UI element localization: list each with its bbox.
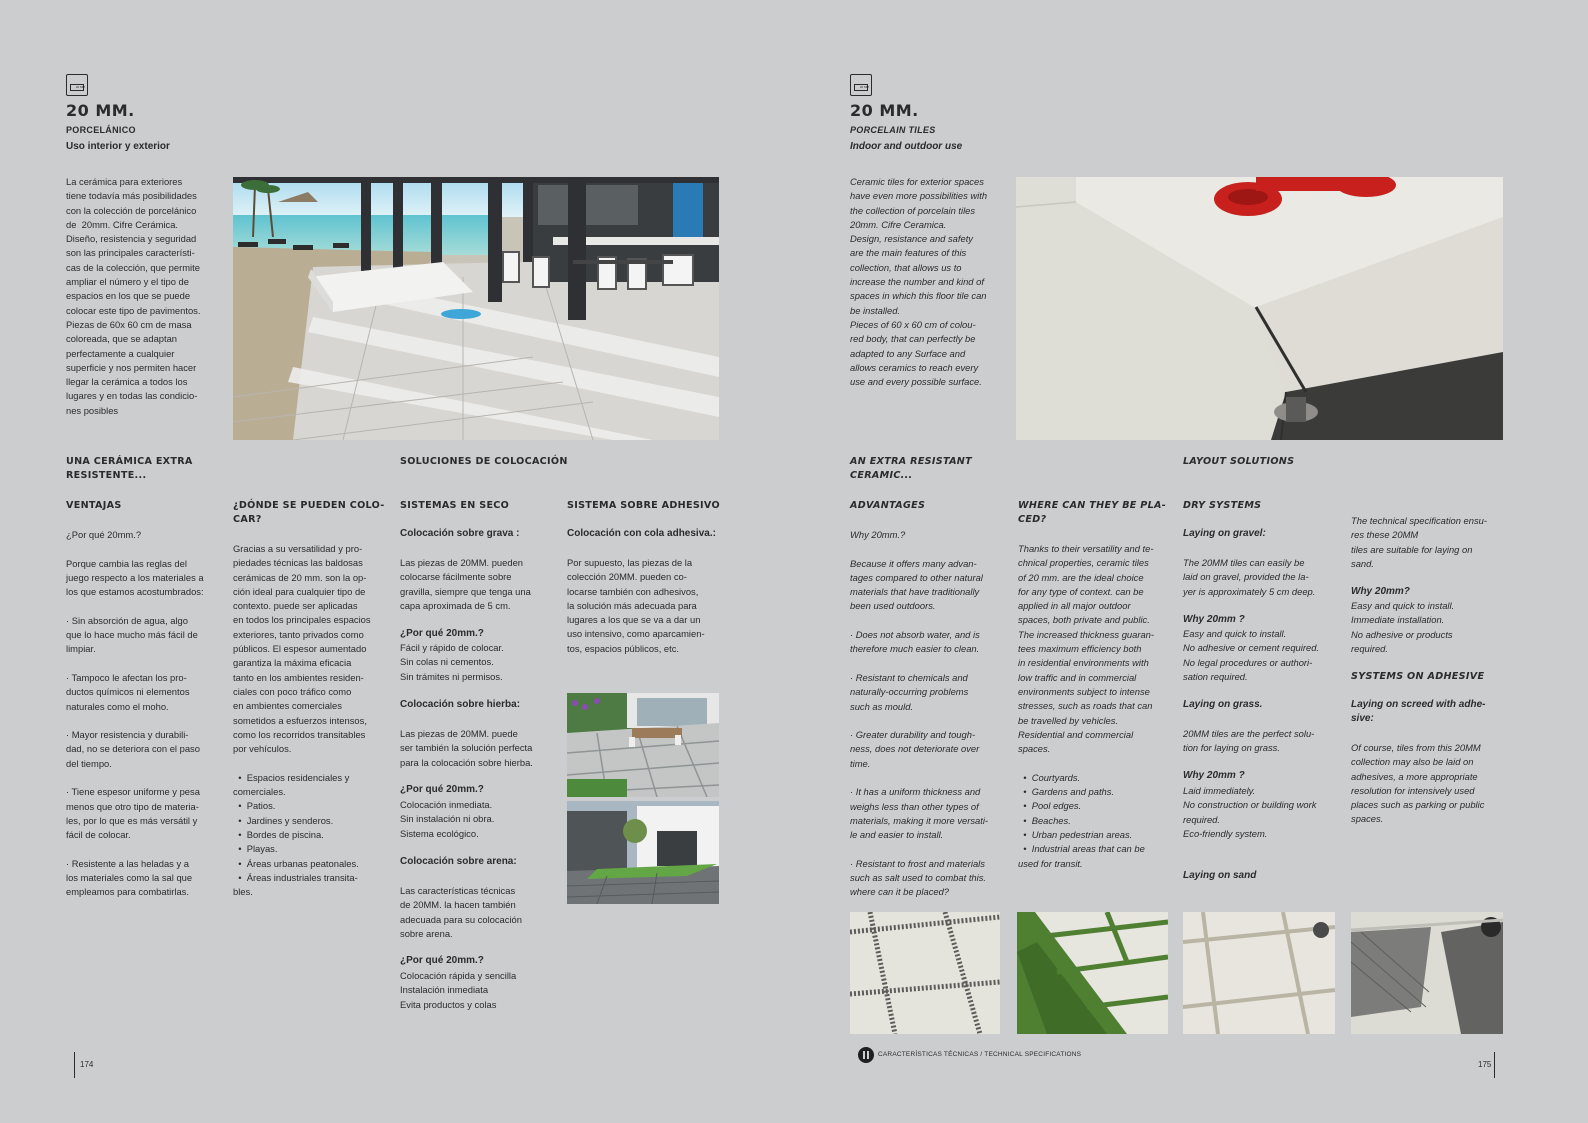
sand-text-left: Las características técnicas de 20MM. la hacen también adecuada para su colocación sobre arena. [400, 885, 522, 939]
gravel-text-right: The 20MM tiles can easily be laid on gravel, provided the la- yer is approximately 5 cm deep. [1183, 557, 1316, 597]
adhesive-subheading-left: Colocación con cola adhesiva.: [567, 528, 716, 539]
tile-installation-photo [1016, 177, 1503, 440]
grass-subheading-right: Laying on grass. [1183, 699, 1263, 710]
section-heading-layout-left: SOLUCIONES DE COLOCACIÓN [400, 456, 568, 467]
advantages-text-left: ¿Por qué 20mm.? Porque cambia las reglas del juego respecto a los materiales a los que estamos acostumbrados: · Sin absorción de agua, algo que lo hace mucho más fácil de limpiar. · Tampoco le afectan los pro- ductos químicos ni elementos naturales como el moho. · Mayor resistencia y durabili- dad, no se deteriora con el paso del tiempo. · Tiene espesor uniforme y pesa menos que otro tipo de materia- les, por lo que es más versátil y fácil de colocar. · Resistente a las heladas y a los materiales como la sal que empleamos para combatirlas. [66, 529, 204, 898]
gravel-subheading-right: Laying on gravel: [1183, 528, 1266, 539]
sand-tiles-photo [1183, 912, 1335, 1034]
adhesive-text-right: Of course, tiles from this 20MM collection may also be laid on adhesives, a more appropriate resolution for intensively used places such as parking or public spaces. [1351, 742, 1485, 825]
footer-text: CARACTERÍSTICAS TÉCNICAS / TECHNICAL SPECIFICATIONS [878, 1051, 1082, 1058]
page-title-right: 20 MM. [850, 101, 919, 120]
section-heading-extra-right: AN EXTRA RESISTANT CERAMIC... [850, 456, 972, 481]
page-marker-right [1494, 1052, 1495, 1078]
intro-text-left: La cerámica para exteriores tiene todavía más posibilidades con la colección de porcelánico de 20mm. Cifre Cerámica. Diseño, resistencia y seguridad son las principales característi- cas de la colección, que permite ampliar el número y el tipo de espacios en los que se puede colocar este tipo de pavimentos. Piezas de 60x 60 cm de masa coloreada, que se adaptan perfectamente a cualquier superficie y nos permiten hacer llegar la cerámica a todos los lugares y en todas las condicio- nes posibles [66, 176, 201, 416]
advantages-text-right: Why 20mm.? Because it offers many advan- tages compared to other natural materials that have traditionally been used outdoors. · Does not absorb water, and is therefore much easier to clean. · Resistant to chemicals and naturally-occurring problems such as mould. · Greater durability and tough- ness, does not deteriorate over time. · It has a uniform thickness and weighs less than other types of materials, making it more versati- le and easier to install. · Resistant to frost and materials such as salt used to combat this. where can it be placed? [850, 529, 989, 898]
why-subheading-3-left: ¿Por qué 20mm.? [400, 955, 484, 966]
adhesive-tiles-photo [1351, 912, 1503, 1034]
tech-specs-icon [858, 1047, 874, 1063]
advantages-heading-right: ADVANTAGES [850, 500, 926, 511]
intro-text-right: Ceramic tiles for exterior spaces have even more possibilities with the collection of porcelain tiles 20mm. Cifre Ceramica. Design, resistance and safety are the main features of this collection, that allows us to increase the number and kind of spaces in which this floor tile can be installed. Pieces of 60 x 60 cm of colou- red body, that can perfectly be adapted to any Surface and allows ceramics to reach every use and every possible surface. [850, 176, 988, 388]
why-text-2-right: Laid immediately. No construction or building work required. Eco-friendly system. [1183, 785, 1317, 839]
section-heading-layout-right: LAYOUT SOLUTIONS [1183, 456, 1295, 467]
page-number-right: 175 [1478, 1060, 1492, 1069]
section-heading-extra-left: UNA CERÁMICA EXTRA RESISTENTE... [66, 456, 193, 481]
garden-patio-photo [567, 693, 719, 797]
use-label-left: Uso interior y exterior [66, 141, 170, 152]
grass-text-right: 20MM tiles are the perfect solu- tion for laying on grass. [1183, 728, 1315, 754]
page-subtitle-left: PORCELÁNICO [66, 125, 136, 135]
why-text-3-right: Easy and quick to install. Immediate installation. No adhesive or products required. [1351, 600, 1455, 654]
grass-text-left: Las piezas de 20MM. puede ser también la solución perfecta para la colocación sobre hierba. [400, 728, 533, 768]
why-subheading-3-right: Why 20mm? [1351, 586, 1410, 597]
tile-thickness-icon: 20 MM [66, 74, 88, 96]
grass-subheading-left: Colocación sobre hierba: [400, 699, 521, 710]
why-subheading-1-left: ¿Por qué 20mm.? [400, 628, 484, 639]
dry-systems-heading-right: DRY SYSTEMS [1183, 500, 1262, 511]
page-number-left: 174 [80, 1060, 94, 1069]
sand-text-right: The technical specification ensu- res these 20MM tiles are suitable for laying on sand. [1351, 515, 1488, 569]
why-text-1-left: Fácil y rápido de colocar. Sin colas ni cementos. Sin trámites ni permisos. [400, 642, 504, 682]
why-subheading-1-right: Why 20mm ? [1183, 614, 1245, 625]
tile-thickness-icon-right: 20 MM [850, 74, 872, 96]
dry-systems-heading-left: SISTEMAS EN SECO [400, 500, 510, 511]
sand-subheading-right: Laying on sand [1183, 870, 1257, 881]
adhesive-heading-right: SYSTEMS ON ADHESIVE [1351, 671, 1485, 682]
grass-tiles-photo [1017, 912, 1168, 1034]
why-subheading-2-left: ¿Por qué 20mm.? [400, 784, 484, 795]
adhesive-text-left: Por supuesto, las piezas de la colección 20MM. pueden co- locarse también con adhesivos, la solución más adecuada para lugares a los que se va a dar un uso intensivo, como aparcamien- tos, espacios públicos, etc. [567, 557, 705, 654]
why-text-1-right: Easy and quick to install. No adhesive or cement required. No legal procedures or authori- sation required. [1183, 628, 1320, 682]
where-text-right: Thanks to their versatility and te- chnical properties, ceramic tiles of 20 mm. are the ideal choice for any type of context. can be applied in all major outdoor spaces, both private and public. The increased thickness guaran- tees maximum efficiency both in residential environments with low traffic and in commercial environments subject to intense stresses, such as roads that can be travelled by vehicles. Residential and commercial spaces. • Courtyards. • Gardens and paths. • Pool edges. • Beaches. • Urban pedestrian areas. • Industrial areas that can be used for transit. [1018, 543, 1155, 869]
gravel-text-left: Las piezas de 20MM. pueden colocarse fácilmente sobre gravilla, siempre que tenga una capa aproximada de 5 cm. [400, 557, 531, 611]
why-text-2-left: Colocación inmediata. Sin instalación ni obra. Sistema ecológico. [400, 799, 495, 839]
sand-subheading-left: Colocación sobre arena: [400, 856, 517, 867]
advantages-heading-left: VENTAJAS [66, 500, 122, 511]
use-label-right: Indoor and outdoor use [850, 141, 963, 152]
why-text-3-left: Colocación rápida y sencilla Instalación inmediata Evita productos y colas [400, 970, 517, 1010]
why-subheading-2-right: Why 20mm ? [1183, 770, 1245, 781]
adhesive-heading-left: SISTEMA SOBRE ADHESIVO [567, 500, 720, 511]
modern-house-photo [567, 801, 719, 904]
adhesive-subheading-right: Laying on screed with adhe- sive: [1351, 699, 1486, 724]
gravel-subheading-left: Colocación sobre grava : [400, 528, 520, 539]
page-title-left: 20 MM. [66, 101, 135, 120]
page-subtitle-right: PORCELAIN TILES [850, 125, 936, 135]
where-text-left: Gracias a su versatilidad y pro- piedades técnicas las baldosas cerámicas de 20 mm. son la op- ción ideal para cualquier tipo de contexto. puede ser aplicadas en todos los principales espacios exteriores, tanto privados como públicos. El espesor aumentado garantiza la máxima eficacia tanto en los ambientes residen- ciales con poco tráfico como en ambientes comerciales sometidos a esfuerzos intensos, como los recorridos transitables por vehículos. • Espacios residenciales y comerciales. • Patios. • Jardines y senderos. • Bordes de piscina. • Playas. • Áreas urbanas peatonales. • Áreas industriales transita- bles. [233, 543, 371, 898]
gravel-tiles-photo [850, 912, 1000, 1034]
page-marker-left [74, 1052, 75, 1078]
beach-terrace-photo [233, 177, 719, 440]
where-heading-left: ¿DÓNDE SE PUEDEN COLO- CAR? [233, 500, 385, 525]
where-heading-right: WHERE CAN THEY BE PLA- CED? [1018, 500, 1167, 525]
